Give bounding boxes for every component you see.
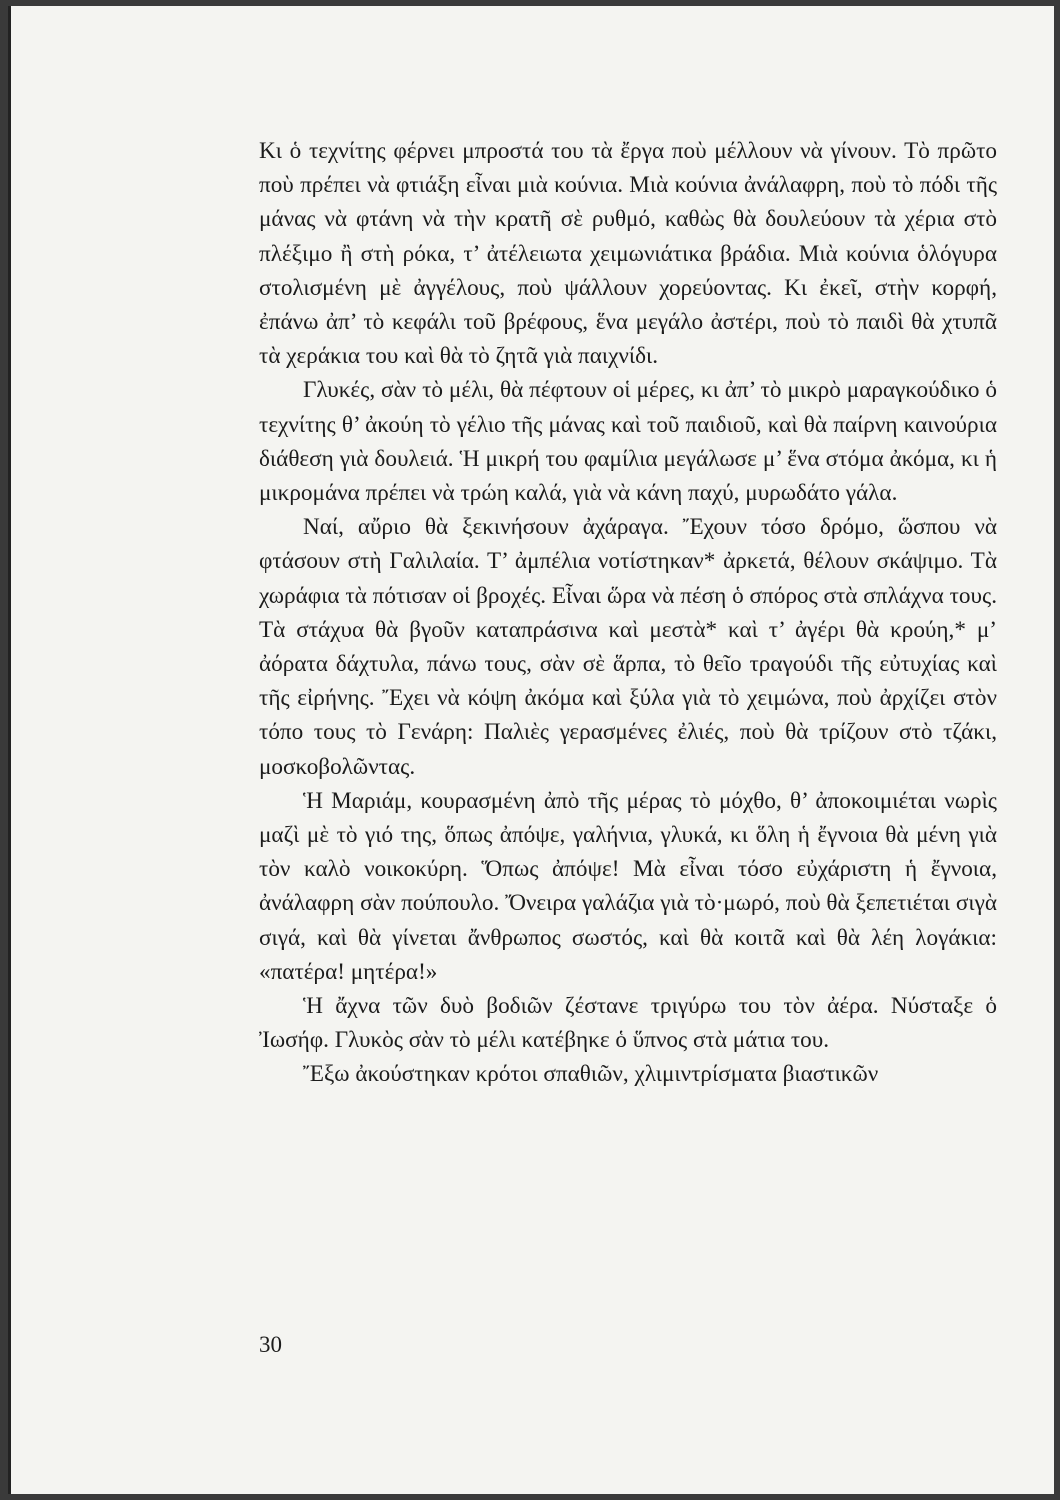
book-page: [8, 6, 1054, 1494]
paragraph-4: Ἡ Μαριάμ, κουρασμένη ἀπὸ τῆς μέρας τὸ μόχθο, θ’ ἀποκοιμιέται νωρὶς μαζὶ μὲ τὸ γιό της, ὅπως ἀπόψε, γαλήνια, γλυκά, κι ὅλη ἡ ἔγνοια θὰ μένη γιὰ τὸν καλὸ νοικοκύρη. Ὅπως ἀπόψε! Μὰ εἶναι τόσο εὐχάριστη ἡ ἔγνοια, ἀνάλαφρη σὰν πούπουλο. Ὄνειρα γαλάζια γιὰ τὸ·μωρό, ποὺ θὰ ξεπετιέται σιγὰ σιγά, καὶ θὰ γίνεται ἄνθρωπος σωστός, καὶ θὰ κοιτᾶ καὶ θὰ λέη λογάκια: «πατέρα! μητέρα!»: [259, 787, 997, 985]
page-number: 30: [259, 1332, 282, 1357]
paragraph-1: Κι ὁ τεχνίτης φέρνει μπροστά του τὰ ἔργα ποὺ μέλλουν νὰ γίνουν. Τὸ πρῶτο ποὺ πρέπει νὰ φτιάξη εἶναι μιὰ κούνια. Μιὰ κούνια ἀνάλαφρη, ποὺ τὸ πόδι τῆς μάνας νὰ φτάνη νὰ τὴν κρατῆ σὲ ρυθμό, καθὼς θὰ δουλεύουν τὰ χέρια στὸ πλέξιμο ἢ στὴ ρόκα, τ’ ἀτέλειωτα χειμωνιάτικα βράδια. Μιὰ κούνια ὁλόγυρα στολισμένη μὲ ἀγγέλους, ποὺ ψάλλουν χορεύοντας. Κι ἐκεῖ, στὴν κορφή, ἐπάνω ἀπ’ τὸ κεφάλι τοῦ βρέφους, ἕνα μεγάλο ἀστέρι, ποὺ τὸ παιδὶ θὰ χτυπᾶ τὰ χεράκια του καὶ θὰ τὸ ζητᾶ γιὰ παιχνίδι.: [259, 138, 997, 370]
paragraph-3: Ναί, αὔριο θὰ ξεκινήσουν ἀχάραγα. Ἔχουν τόσο δρόμο, ὥσπου νὰ φτάσουν στὴ Γαλιλαία. Τ’ ἀμπέλια νοτίστηκαν* ἀρκετά, θέλουν σκάψιμο. Τὰ χωράφια τὰ πότισαν οἱ βροχές. Εἶναι ὥρα νὰ πέση ὁ σπόρος στὰ σπλάχνα τους. Τὰ στάχυα θὰ βγοῦν καταπράσινα καὶ μεστὰ* καὶ τ’ ἀγέρι θὰ κρούη,* μ’ ἀόρατα δάχτυλα, πάνω τους, σὰν σὲ ἅρπα, τὸ θεῖο τραγούδι τῆς εὐτυχίας καὶ τῆς εἰρήνης. Ἔχει νὰ κόψη ἀκόμα καὶ ξύλα γιὰ τὸ χειμώνα, ποὺ ἀρχίζει στὸν τόπο τους τὸ Γενάρη: Παλιὲς γερασμένες ἐλιές, ποὺ θὰ τρίζουν στὸ τζάκι, μοσκοβολῶντας.: [259, 514, 997, 780]
paragraph-6: Ἔξω ἀκούστηκαν κρότοι σπαθιῶν, χλιμιντρίσματα βιαστικῶν: [303, 1061, 879, 1088]
paragraph-5: Ἡ ἄχνα τῶν δυὸ βοδιῶν ζέστανε τριγύρω του τὸν ἀέρα. Νύσταξε ὁ Ἰωσήφ. Γλυκὸς σὰν τὸ μέλι κατέβηκε ὁ ὕπνος στὰ μάτια του.: [259, 993, 997, 1054]
paragraph-2: Γλυκές, σὰν τὸ μέλι, θὰ πέφτουν οἱ μέρες, κι ἀπ’ τὸ μικρὸ μαραγκούδικο ὁ τεχνίτης θ’ ἀκούη τὸ γέλιο τῆς μάνας καὶ τοῦ παιδιοῦ, καὶ θὰ παίρνη καινούρια διάθεση γιὰ δουλειά. Ἡ μικρή του φαμίλια μεγάλωσε μ’ ἕνα στόμα ἀκόμα, κι ἡ μικρομάνα πρέπει νὰ τρώη καλά, γιὰ νὰ κάνη παχύ, μυρωδάτο γάλα.: [259, 377, 997, 507]
body-text: [259, 134, 997, 1092]
